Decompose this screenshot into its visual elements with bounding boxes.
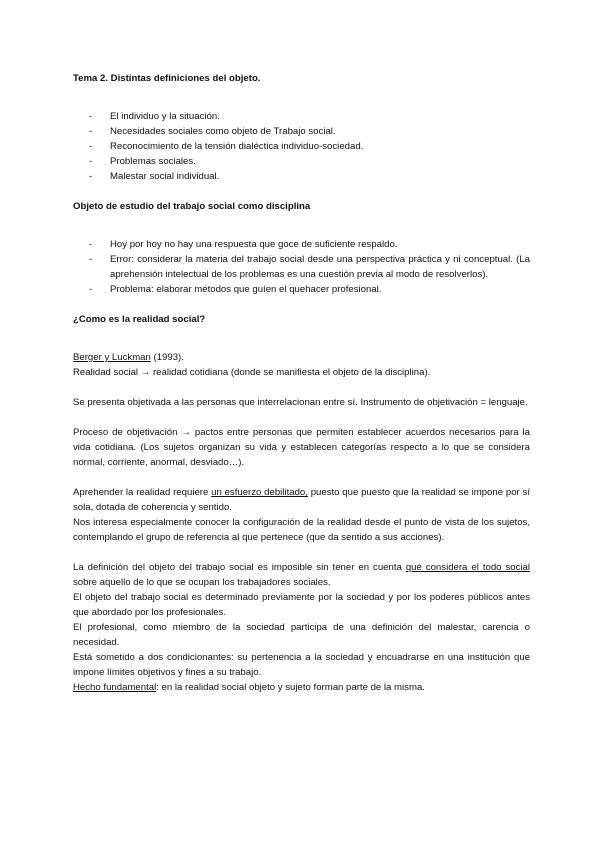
paragraph: El profesional, como miembro de la sociedad participa de una definición del malestar, carencia o necesidad. bbox=[73, 622, 530, 648]
list-item: - Reconocimiento de la tensión dialéctica individuo-sociedad. bbox=[73, 139, 530, 154]
definitions-list bbox=[73, 109, 530, 184]
paragraph: El objeto del trabajo social es determinado previamente por la sociedad y por los poderes públicos antes que abordado por los profesionales. bbox=[73, 592, 530, 618]
reference-year: (1993). bbox=[150, 352, 184, 363]
paragraph: Proceso de objetivación → pactos entre personas que permiten establecer acuerdos necesarios para la vida cotidiana. (Los sujetos organizan su vida y establecen categorías respecto a lo que se considera normal, corriente, anormal, desviado…). bbox=[73, 427, 530, 468]
list-item: - Problema: elaborar métodos que guíen el quehacer profesional. bbox=[73, 282, 530, 297]
paragraph: Realidad social → realidad cotidiana (donde se manifiesta el objeto de la disciplina). bbox=[73, 367, 431, 378]
paragraph bbox=[73, 560, 530, 590]
text-run: Aprehender la realidad requiere bbox=[73, 487, 212, 498]
page-title: Tema 2. Distintas definiciones del objeto. bbox=[73, 73, 261, 84]
list-item: - Hoy por hoy no hay una respuesta que goce de suficiente respaldo. bbox=[73, 237, 530, 252]
text-run: sobre aquello de lo que se ocupan los trabajadores sociales. bbox=[73, 577, 331, 588]
text-run: : en la realidad social objeto y sujeto forman parte de la misma. bbox=[156, 682, 425, 693]
list-item: - Problemas sociales. bbox=[73, 154, 530, 169]
paragraph: Se presenta objetivada a las personas que interrelacionan entre sí. Instrumento de objetivación = lenguaje. bbox=[73, 397, 528, 408]
underlined-text: qué considera el todo social bbox=[405, 562, 530, 573]
list-item: - El individuo y la situación. bbox=[73, 109, 530, 124]
text-run: puesto que puesto que la realidad se impone por sí sola, dotada de coherencia y sentido. bbox=[73, 487, 530, 513]
section-heading: ¿Como es la realidad social? bbox=[73, 314, 206, 325]
section-heading: Objeto de estudio del trabajo social como disciplina bbox=[73, 201, 311, 212]
underlined-text: un esfuerzo debilitado, bbox=[211, 487, 308, 498]
list-item: - Malestar social individual. bbox=[73, 169, 530, 184]
list-item: - Necesidades sociales como objeto de Trabajo social. bbox=[73, 124, 530, 139]
paragraph bbox=[73, 485, 530, 515]
text-run: La definición del objeto del trabajo social es imposible sin tener en cuenta bbox=[73, 562, 406, 573]
underlined-text: Hecho fundamental bbox=[73, 682, 157, 693]
reference-line bbox=[73, 350, 530, 365]
discipline-list bbox=[73, 237, 530, 297]
paragraph: Está sometido a dos condicionantes: su pertenencia a la sociedad y encuadrarse en una institución que impone límites objetivos y fines a su trabajo. bbox=[73, 652, 530, 678]
list-item: - Error: considerar la materia del trabajo social desde una perspectiva práctica y ni conceptual. (La aprehensión intelectual de los problemas es una cuestión previa al modo de resolverlos). bbox=[73, 252, 530, 282]
paragraph: Nos interesa especialmente conocer la configuración de la realidad desde el punto de vista de los sujetos, contemplando el grupo de referencia al que pertenece (que da sentido a sus acciones). bbox=[73, 517, 530, 543]
reference-authors: Berger y Luckman bbox=[73, 352, 151, 363]
paragraph bbox=[73, 680, 530, 695]
